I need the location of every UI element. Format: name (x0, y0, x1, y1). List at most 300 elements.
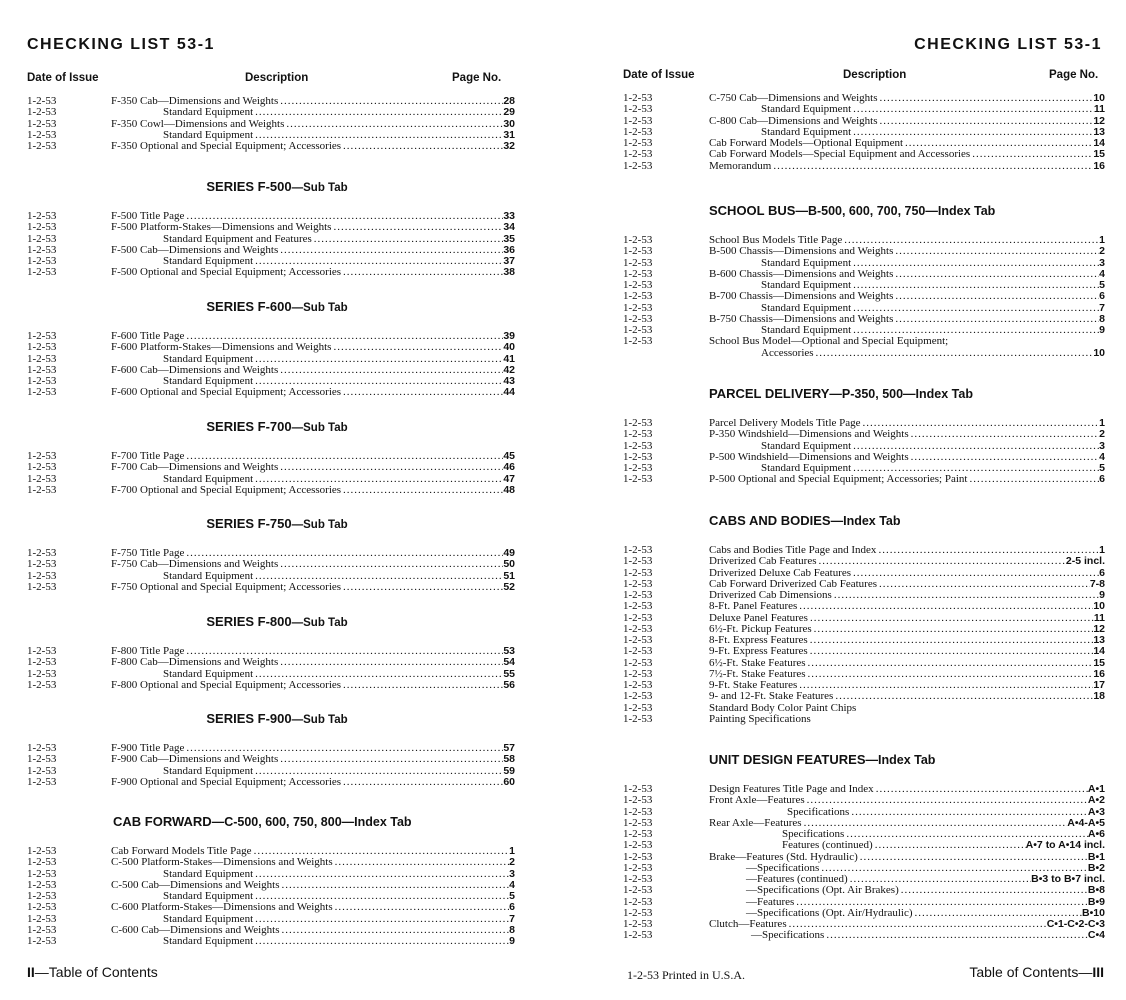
issue-date: 1-2-53 (623, 301, 653, 314)
issue-date: 1-2-53 (623, 839, 653, 852)
dot-leader (787, 919, 1047, 930)
dot-leader (184, 331, 503, 342)
page-number: 11 (1093, 612, 1105, 624)
dot-leader (253, 354, 503, 365)
entry-description (111, 936, 515, 947)
entry-description (709, 691, 1105, 702)
entry-description (709, 874, 1105, 885)
toc-row (623, 429, 1105, 440)
entry-text: Features (continued) (782, 840, 873, 852)
page-number: B•9 (1087, 896, 1105, 908)
dot-leader (832, 590, 1099, 601)
issue-date: 1-2-53 (623, 884, 653, 897)
entry-description (709, 138, 1105, 149)
page-number: 47 (503, 473, 515, 485)
toc-row (27, 857, 515, 868)
issue-date: 1-2-53 (27, 890, 57, 902)
toc-row (623, 348, 1105, 359)
entry-text: —Specifications (751, 930, 825, 942)
toc-row (623, 325, 1105, 336)
entry-description (709, 908, 1105, 919)
dot-leader (278, 559, 503, 570)
page-number: B•8 (1087, 885, 1105, 897)
page-number: 3 (1099, 257, 1105, 269)
issue-date: 1-2-53 (623, 712, 653, 725)
entry-text: F-500 Title Page (111, 211, 185, 222)
toc-row (623, 669, 1105, 680)
toc-row (623, 579, 1105, 590)
toc-row (623, 418, 1105, 429)
entry-description (709, 348, 1105, 359)
toc-row (623, 314, 1105, 325)
entry-text: Standard Equipment (163, 868, 254, 880)
toc-section (27, 419, 515, 496)
issue-date: 1-2-53 (623, 417, 653, 429)
toc-row (27, 680, 515, 691)
entry-description (111, 743, 515, 754)
dot-leader (253, 669, 503, 680)
issue-date: 1-2-53 (623, 125, 653, 138)
page-number: 29 (503, 107, 515, 119)
dot-leader (331, 222, 503, 233)
toc-section (27, 711, 515, 788)
toc-row (623, 840, 1105, 851)
issue-date: 1-2-53 (623, 312, 653, 325)
toc-section (623, 513, 1105, 725)
page-number: 2 (1099, 429, 1105, 441)
page-number: 45 (503, 451, 515, 462)
dot-leader (861, 418, 1100, 429)
page-title: CHECKING LIST 53-1 (27, 36, 215, 53)
issue-date: 1-2-53 (27, 856, 57, 869)
page-number: 1 (1099, 235, 1105, 246)
dot-leader (278, 365, 503, 376)
page-number: 16 (1093, 668, 1105, 680)
dot-leader (819, 863, 1088, 874)
page-number: A•4-A•5 (1067, 817, 1105, 829)
entry-text: 9-Ft. Express Features (709, 646, 808, 658)
dot-leader (851, 441, 1099, 452)
dot-leader (253, 869, 509, 880)
entry-text: F-600 Title Page (111, 331, 185, 342)
issue-date: 1-2-53 (623, 634, 653, 646)
page-number: B•10 (1082, 907, 1105, 919)
page-number: 15 (1093, 657, 1105, 669)
entry-description (709, 897, 1105, 908)
page-number: 2 (509, 857, 515, 869)
entry-description (709, 452, 1105, 463)
toc-row (623, 624, 1105, 635)
entry-description (111, 474, 515, 485)
dot-leader (805, 795, 1088, 806)
toc-row (27, 582, 515, 593)
entry-description (709, 818, 1105, 829)
column-header-description: Description (245, 72, 309, 84)
issue-date: 1-2-53 (27, 255, 57, 267)
section-title-main: SERIES F-600 (206, 299, 292, 314)
page-number: 52 (503, 581, 515, 593)
issue-date: 1-2-53 (623, 895, 653, 908)
page-number: 13 (1093, 635, 1105, 646)
toc-row (27, 387, 515, 398)
entry-text: School Bus Model—Optional and Special Equipment; (709, 336, 949, 348)
issue-date: 1-2-53 (27, 461, 57, 474)
entry-description (111, 485, 515, 496)
issue-date: 1-2-53 (623, 439, 653, 452)
section-title (27, 179, 515, 195)
entry-text: Standard Equipment (163, 765, 254, 777)
entry-description (111, 657, 515, 668)
entry-text: C-800 Cab—Dimensions and Weights (709, 115, 878, 127)
entry-description (709, 303, 1105, 314)
issue-date: 1-2-53 (623, 794, 653, 807)
dot-leader (341, 582, 503, 593)
toc-row (623, 691, 1105, 702)
issue-date: 1-2-53 (623, 611, 653, 624)
section-title-main: CABS AND BODIES (709, 513, 831, 528)
dot-leader (849, 807, 1088, 818)
issue-date: 1-2-53 (623, 906, 653, 919)
issue-date: 1-2-53 (27, 667, 57, 680)
issue-date: 1-2-53 (27, 901, 57, 914)
toc-row (27, 657, 515, 668)
entry-text: Standard Equipment (761, 280, 852, 291)
page-number: 46 (503, 462, 515, 474)
toc-row (27, 485, 515, 496)
entry-description (709, 314, 1105, 325)
toc-row (27, 891, 515, 902)
dot-leader (253, 571, 503, 582)
section-title-main: SERIES F-500 (206, 179, 292, 194)
toc-row (623, 874, 1105, 885)
entry-text: —Specifications (746, 862, 820, 874)
issue-date: 1-2-53 (27, 95, 57, 107)
issue-date: 1-2-53 (27, 483, 57, 496)
entry-text: 8-Ft. Panel Features (709, 601, 798, 613)
entry-description (111, 107, 515, 118)
dot-leader (341, 387, 503, 398)
entry-description (111, 387, 515, 398)
toc-row (27, 474, 515, 485)
entry-description (709, 127, 1105, 138)
page-number: 39 (503, 331, 515, 342)
toc-row (623, 149, 1105, 160)
toc-row (27, 96, 515, 107)
dot-leader (284, 119, 503, 130)
issue-date: 1-2-53 (27, 912, 57, 925)
issue-date: 1-2-53 (623, 103, 653, 116)
entry-text: Standard Equipment (761, 302, 852, 314)
entry-text: Standard Equipment (163, 891, 254, 902)
printed-note: 1-2-53 Printed in U.S.A. (627, 968, 745, 982)
toc-row (623, 258, 1105, 269)
section-title (623, 203, 1105, 219)
roman-page-number: II (27, 964, 35, 980)
page-number: A•7 to A•14 incl. (1025, 840, 1105, 852)
page-number: 11 (1093, 104, 1105, 116)
dot-leader (808, 635, 1094, 646)
entry-description (709, 418, 1105, 429)
dot-leader (808, 646, 1094, 657)
dot-leader (797, 680, 1093, 691)
issue-date: 1-2-53 (623, 256, 653, 269)
entry-text: C-500 Cab—Dimensions and Weights (111, 879, 280, 891)
entry-text: Parcel Delivery Models Title Page (709, 418, 861, 429)
column-header-page: Page No. (1049, 69, 1099, 81)
section-title-main: UNIT DESIGN FEATURES (709, 752, 866, 767)
page-number: 6 (509, 902, 515, 914)
dot-leader (253, 914, 509, 925)
entry-description (709, 829, 1105, 840)
issue-date: 1-2-53 (623, 850, 653, 863)
entry-description (111, 914, 515, 925)
dot-leader (278, 245, 503, 256)
toc-row (27, 141, 515, 152)
entry-text: Cab Forward Models—Optional Equipment (709, 138, 904, 149)
issue-date: 1-2-53 (27, 266, 57, 279)
section-title-suffix: —Sub Tab (291, 302, 348, 314)
issue-date: 1-2-53 (623, 566, 653, 579)
page-number: 12 (1093, 115, 1105, 127)
page-number: 38 (503, 267, 515, 279)
issue-date: 1-2-53 (27, 678, 57, 691)
entry-text: Standard Equipment (163, 936, 254, 947)
toc-section (27, 299, 515, 399)
entry-description (709, 919, 1105, 930)
toc-row (623, 269, 1105, 280)
issue-date: 1-2-53 (27, 656, 57, 669)
entry-description (709, 784, 1105, 795)
entry-description (709, 336, 1105, 347)
dot-leader (333, 857, 510, 868)
entry-text: F-600 Platform-Stakes—Dimensions and Weights (111, 342, 332, 354)
entry-description (111, 365, 515, 376)
entry-description (709, 930, 1105, 941)
toc-row (623, 930, 1105, 941)
entry-description (709, 474, 1105, 485)
page-number: 10 (1093, 347, 1105, 359)
toc-row (27, 267, 515, 278)
toc-row (27, 869, 515, 880)
entry-description (111, 245, 515, 256)
page-number: C•4 (1087, 930, 1105, 942)
issue-date: 1-2-53 (623, 148, 653, 161)
toc-section (27, 179, 515, 279)
issue-date: 1-2-53 (623, 245, 653, 258)
page-number: 14 (1093, 138, 1105, 149)
entry-description (111, 902, 515, 913)
issue-date: 1-2-53 (623, 873, 653, 885)
toc-row (27, 777, 515, 788)
entry-text: Front Axle—Features (709, 795, 805, 807)
issue-date: 1-2-53 (623, 861, 653, 874)
page-number: 4 (509, 879, 515, 891)
page-number: 3 (1099, 440, 1105, 452)
dot-leader (858, 852, 1088, 863)
toc-row (623, 714, 1105, 725)
issue-date: 1-2-53 (623, 290, 653, 303)
toc-row (623, 116, 1105, 127)
toc-row (623, 919, 1105, 930)
page-number: 28 (503, 96, 515, 107)
toc-row (623, 246, 1105, 257)
toc-row (623, 829, 1105, 840)
issue-date: 1-2-53 (623, 690, 653, 703)
entry-text: Standard Equipment (163, 570, 254, 582)
dot-leader (278, 754, 503, 765)
issue-date: 1-2-53 (27, 867, 57, 880)
toc-row (623, 680, 1105, 691)
entry-description (709, 116, 1105, 127)
page-number: 4 (1099, 268, 1105, 280)
entry-description (709, 714, 1105, 725)
toc-row (27, 548, 515, 559)
dot-leader (341, 141, 503, 152)
entry-text: F-500 Platform-Stakes—Dimensions and Weights (111, 222, 332, 234)
dot-leader (848, 874, 1031, 885)
issue-date: 1-2-53 (27, 375, 57, 387)
entry-description (111, 211, 515, 222)
page-number: B•3 to B•7 incl. (1031, 874, 1105, 885)
entry-text: C-500 Platform-Stakes—Dimensions and Weights (111, 857, 333, 869)
dot-leader (184, 211, 503, 222)
issue-date: 1-2-53 (623, 267, 653, 280)
issue-date: 1-2-53 (27, 472, 57, 485)
issue-date: 1-2-53 (27, 210, 57, 222)
entry-text: Standard Equipment (761, 126, 852, 138)
entry-text: F-700 Optional and Special Equipment; Accessories (111, 484, 342, 496)
entry-description (111, 462, 515, 473)
page-number: 9 (1099, 325, 1105, 336)
entry-text: Cab Forward Models Title Page (111, 846, 252, 857)
dot-leader (184, 743, 503, 754)
page-number: 8 (1099, 313, 1105, 325)
issue-date: 1-2-53 (27, 232, 57, 245)
issue-date: 1-2-53 (623, 577, 653, 590)
entry-description (111, 754, 515, 765)
dot-leader (341, 777, 503, 788)
page-number: 42 (503, 364, 515, 376)
entry-text: Driverized Cab Dimensions (709, 590, 832, 601)
entry-description (709, 646, 1105, 657)
issue-date: 1-2-53 (27, 923, 57, 936)
toc-section (623, 386, 1105, 486)
issue-date: 1-2-53 (27, 753, 57, 766)
entry-text: P-500 Optional and Special Equipment; Accessories; Paint (709, 474, 968, 486)
toc-row (623, 658, 1105, 669)
entry-text: C-750 Cab—Dimensions and Weights (709, 93, 878, 104)
section-title-suffix: —Sub Tab (291, 714, 348, 726)
page-number: 37 (503, 256, 515, 267)
dot-leader (967, 474, 1099, 485)
entry-text: B-700 Chassis—Dimensions and Weights (709, 291, 894, 303)
dot-leader (851, 463, 1099, 474)
issue-date: 1-2-53 (623, 667, 653, 680)
section-title-suffix: —Sub Tab (291, 182, 348, 194)
right-page (563, 0, 1126, 1000)
entry-description (709, 246, 1105, 257)
entry-text: C-600 Cab—Dimensions and Weights (111, 924, 280, 936)
entry-description (111, 880, 515, 891)
page-number: 6 (1099, 567, 1105, 579)
page-number: 51 (503, 570, 515, 582)
entry-text: Specifications (782, 829, 845, 840)
dot-leader (253, 107, 503, 118)
dot-leader (893, 246, 1099, 257)
entry-text: P-500 Windshield—Dimensions and Weights (709, 451, 909, 463)
dot-leader (184, 451, 503, 462)
entry-description (709, 291, 1105, 302)
issue-date: 1-2-53 (623, 918, 653, 930)
entry-text: Cab Forward Driverized Cab Features (709, 578, 878, 590)
page-number: 48 (503, 484, 515, 496)
page-number: 12 (1093, 623, 1105, 635)
toc-row (27, 559, 515, 570)
issue-date: 1-2-53 (623, 137, 653, 149)
entry-text: F-350 Cowl—Dimensions and Weights (111, 118, 285, 130)
footer-label: —Table of Contents (34, 964, 158, 980)
page-number: 49 (503, 548, 515, 559)
toc-row (27, 646, 515, 657)
entry-description (111, 571, 515, 582)
page-number: 7 (509, 913, 515, 925)
issue-date: 1-2-53 (623, 428, 653, 441)
dot-leader (184, 548, 503, 559)
page-number: C•1-C•2-C•3 (1046, 919, 1105, 930)
entry-text: 8-Ft. Express Features (709, 635, 808, 646)
entry-text: F-900 Title Page (111, 743, 185, 754)
entry-text: Deluxe Panel Features (709, 612, 808, 624)
entry-description (709, 269, 1105, 280)
dot-leader (851, 258, 1099, 269)
page-number: 16 (1093, 160, 1105, 172)
entry-text: 9-Ft. Stake Features (709, 680, 798, 691)
entry-text: F-500 Optional and Special Equipment; Accessories (111, 267, 342, 279)
page-number: 10 (1093, 93, 1105, 104)
entry-text: Standard Equipment (163, 107, 254, 119)
page-number: 7 (1099, 302, 1105, 314)
page-number: A•6 (1087, 829, 1105, 840)
toc-section (623, 203, 1105, 359)
issue-date: 1-2-53 (27, 106, 57, 119)
entry-description (709, 840, 1105, 851)
page-number: 43 (503, 376, 515, 387)
page-number: 50 (503, 559, 515, 571)
section-title-suffix: —B-500, 600, 700, 750—Index Tab (795, 204, 996, 218)
section-title (27, 711, 515, 727)
toc-row (623, 590, 1105, 601)
entry-text: F-700 Cab—Dimensions and Weights (111, 462, 279, 474)
dot-leader (278, 96, 503, 107)
entry-text: F-500 Cab—Dimensions and Weights (111, 244, 279, 256)
toc-row (623, 613, 1105, 624)
entry-description (709, 235, 1105, 246)
entry-description (709, 863, 1105, 874)
page-number: 4 (1099, 451, 1105, 463)
dot-leader (873, 840, 1026, 851)
toc-row (27, 766, 515, 777)
entry-text: Accessories (761, 347, 814, 359)
issue-date: 1-2-53 (27, 845, 57, 857)
issue-date: 1-2-53 (623, 679, 653, 691)
entry-description (709, 658, 1105, 669)
page-number: 18 (1093, 691, 1105, 703)
page-number: 55 (503, 668, 515, 680)
dot-leader (970, 149, 1093, 160)
page-number: 9 (509, 936, 515, 947)
issue-date: 1-2-53 (623, 555, 653, 568)
entry-description (709, 104, 1105, 115)
